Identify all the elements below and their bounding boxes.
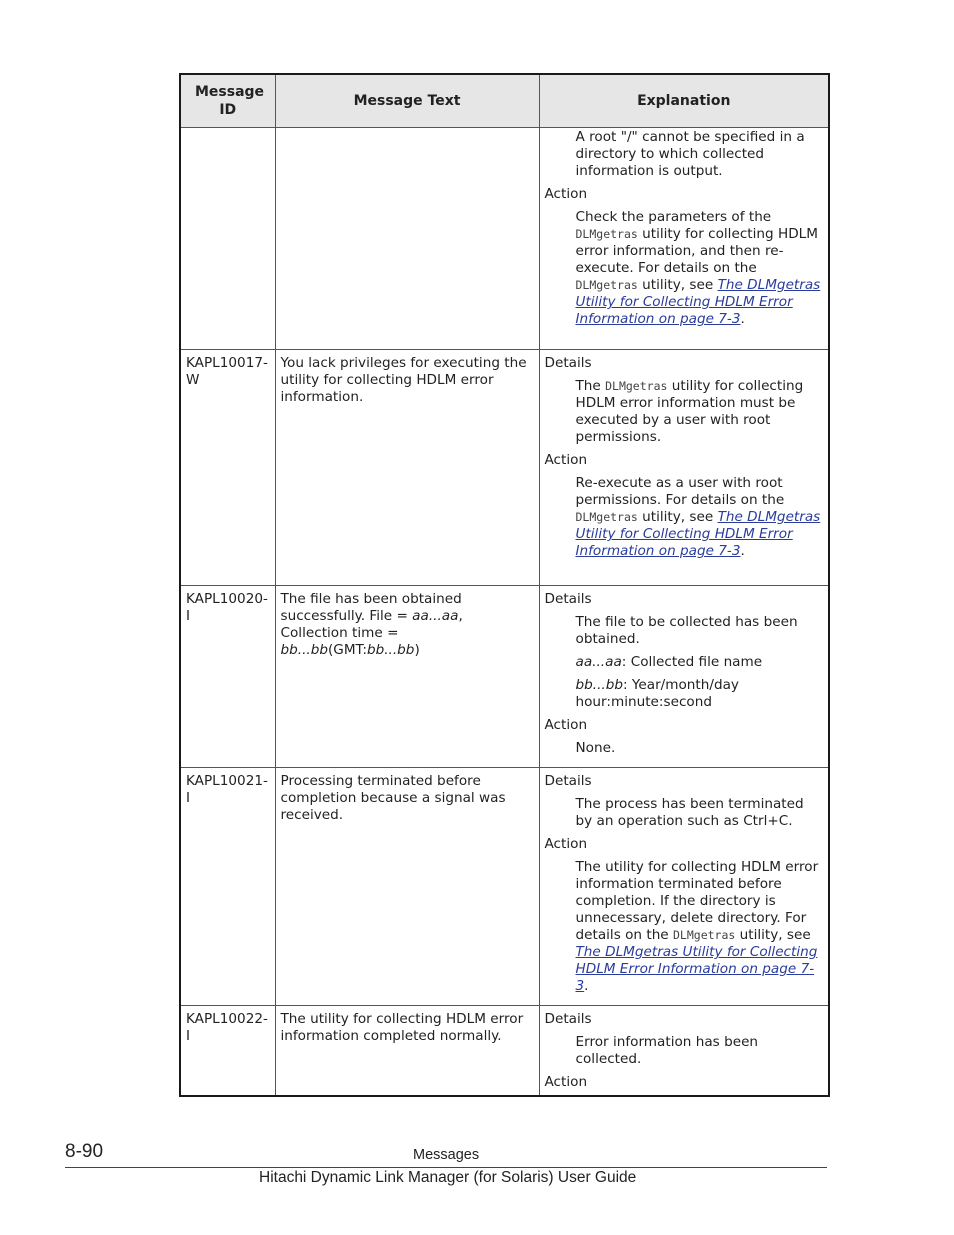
details-label: Details (544, 355, 592, 371)
action-label: Action (544, 717, 588, 733)
action-text: The utility for collecting HDLM error information terminated before completion. If the directory is unnecessary, delete directory. For details on the DLMgetras utility, see The DLMgetras Utility for Collecting HDLM Error Information on page 7-3. (575, 859, 819, 994)
footer-section-title: Messages (413, 1147, 480, 1163)
header-explanation: Explanation (539, 74, 829, 128)
header-message-text: Message Text (275, 74, 539, 128)
footer-divider (65, 1167, 827, 1168)
action-label: Action (544, 1074, 588, 1090)
explanation-cell (539, 128, 829, 350)
table-row (180, 586, 829, 768)
action-text: Re-execute as a user with root permissions. For details on the DLMgetras utility, see The DLMgetras Utility for Collecting HDLM Error Information on page 7-3. (575, 475, 821, 559)
explanation-cell (539, 768, 829, 1006)
code-dlmgetras: DLMgetras (575, 510, 638, 524)
xref-link-dlmgetras-utility[interactable]: The DLMgetras Utility for Collecting HDLM Error Information on page 7-3 (575, 944, 818, 994)
explanation-cell (539, 350, 829, 586)
message-id-cell: KAPL10020-I (180, 586, 275, 768)
detail-text: The file to be collected has been obtained. (575, 614, 798, 647)
detail-text: Error information has been collected. (575, 1034, 759, 1067)
messages-table (179, 73, 830, 1097)
explanation-cell (539, 586, 829, 768)
message-id-cell: KAPL10021-I (180, 768, 275, 1006)
details-label: Details (544, 773, 592, 789)
detail-text: bb...bb: Year/month/day hour:minute:second (575, 677, 739, 710)
action-text: None. (575, 740, 616, 756)
table-row (180, 768, 829, 1006)
action-text: Check the parameters of the DLMgetras utility for collecting HDLM error information, and then re-execute. For details on the DLMgetras utility, see The DLMgetras Utility for Collecting HDLM Error Information on page 7-3. (575, 209, 821, 327)
table-row (180, 128, 829, 350)
header-message-id: Message ID (180, 74, 275, 128)
footer-guide-title: Hitachi Dynamic Link Manager (for Solaris) User Guide (259, 1169, 637, 1186)
code-dlmgetras: DLMgetras (575, 278, 638, 292)
message-text-cell: Processing terminated before completion because a signal was received. (275, 768, 539, 1006)
action-label: Action (544, 836, 588, 852)
explanation-cell (539, 1006, 829, 1097)
message-id-cell: KAPL10022-I (180, 1006, 275, 1097)
xref-link-dlmgetras-utility[interactable]: The DLMgetras Utility for Collecting HDLM Error Information on page 7-3 (575, 509, 821, 559)
table-header-row (180, 74, 829, 128)
message-text-cell: The utility for collecting HDLM error information completed normally. (275, 1006, 539, 1097)
message-text-cell (275, 128, 539, 350)
detail-text: A root "/" cannot be specified in a directory to which collected information is output. (575, 129, 805, 179)
details-label: Details (544, 1011, 592, 1027)
code-dlmgetras: DLMgetras (673, 928, 736, 942)
detail-text: The DLMgetras utility for collecting HDLM error information must be executed by a user with root permissions. (575, 378, 804, 445)
xref-link-dlmgetras-utility[interactable]: The DLMgetras Utility for Collecting HDLM Error Information on page 7-3 (575, 277, 821, 327)
message-text-cell: You lack privileges for executing the utility for collecting HDLM error information. (275, 350, 539, 586)
message-text-cell: The file has been obtained successfully. File = aa...aa, Collection time = bb...bb(GMT:bb...bb) (275, 586, 539, 768)
table-row (180, 1006, 829, 1097)
detail-text: The process has been terminated by an operation such as Ctrl+C. (575, 796, 804, 829)
details-label: Details (544, 591, 592, 607)
code-dlmgetras: DLMgetras (575, 227, 638, 241)
message-id-cell (180, 128, 275, 350)
action-label: Action (544, 186, 588, 202)
action-label: Action (544, 452, 588, 468)
detail-text: aa...aa: Collected file name (575, 654, 763, 670)
code-dlmgetras: DLMgetras (605, 379, 668, 393)
message-id-cell: KAPL10017-W (180, 350, 275, 586)
table-row (180, 350, 829, 586)
page-number: 8-90 (65, 1141, 104, 1162)
